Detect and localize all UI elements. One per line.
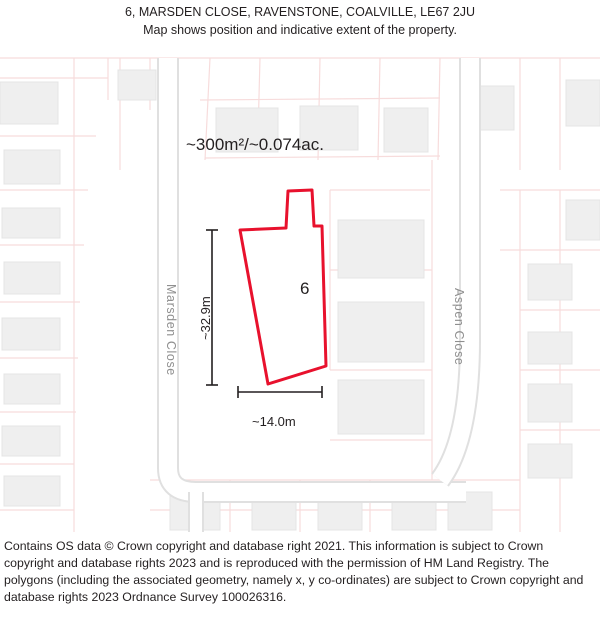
map-canvas[interactable] — [0, 40, 600, 532]
page-subtitle: Map shows position and indicative extent of the property. — [143, 23, 457, 37]
height-dimension-label: ~32.9m — [198, 296, 213, 340]
area-label: ~300m²/~0.074ac. — [186, 135, 324, 154]
road-label-marsden-close: Marsden Close — [164, 284, 178, 376]
property-boundary-polygon — [240, 190, 326, 384]
map-attribution-footer — [0, 532, 600, 625]
road-label-aspen-close: Aspen Close — [452, 288, 466, 366]
page-title: 6, MARSDEN CLOSE, RAVENSTONE, COALVILLE, LE67 2JU — [124, 5, 476, 19]
plot-number-label: 6 — [300, 279, 310, 298]
page-header — [0, 0, 600, 40]
width-dimension-label: ~14.0m — [252, 414, 296, 429]
attribution-text: Contains OS data © Crown copyright and database right 2021. This information is subject to Crown copyright and database rights 2023 and is reproduced with the permission of HM Land Registry. The polygons (including the associated geometry, namely x, y co-ordinates) are subject to Crown copyright and database rights 2023 Ordnance Survey 100026316. — [4, 539, 584, 604]
